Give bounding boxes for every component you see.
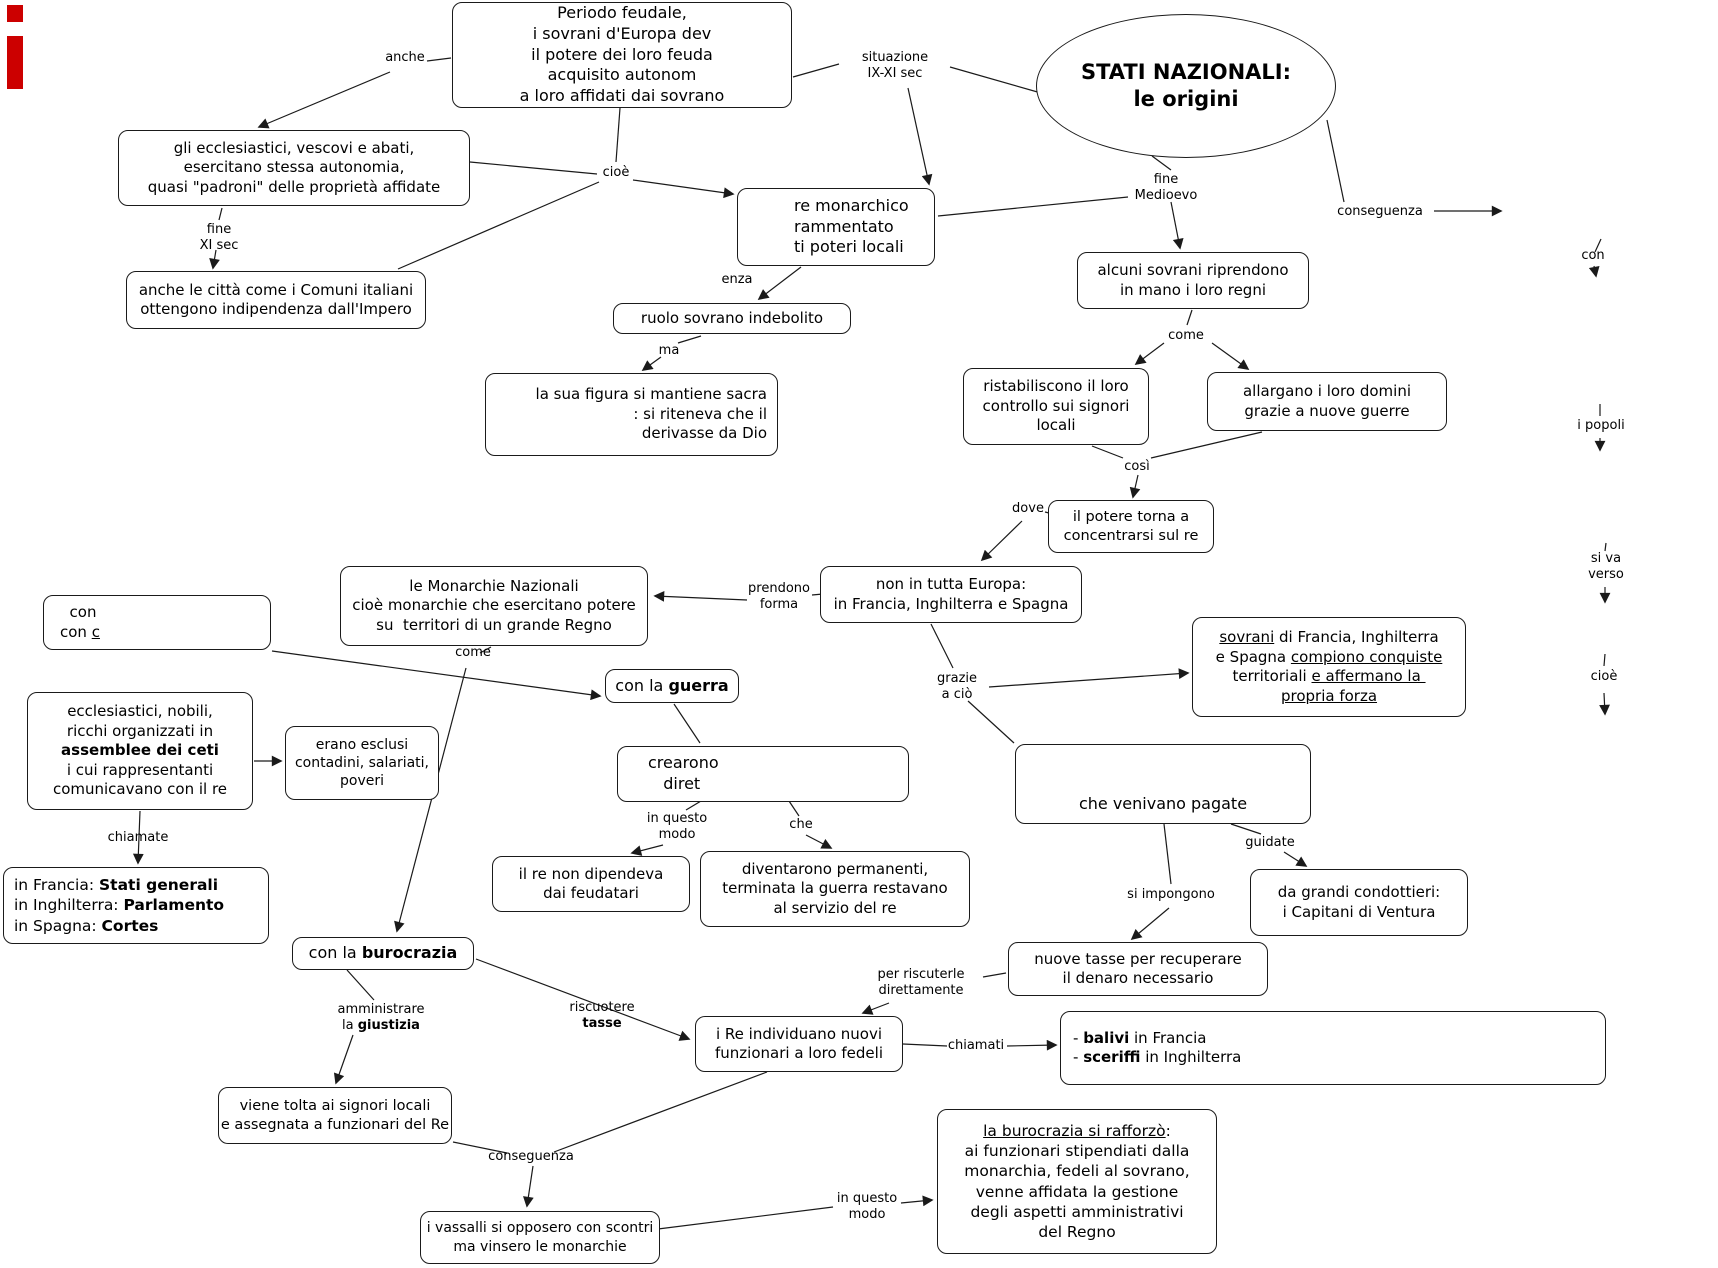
text-line: modo <box>848 1206 886 1222</box>
text-line: STATI NAZIONALI: <box>1080 59 1292 84</box>
link-label-con-right <box>1581 248 1604 264</box>
text-line: il potere dei loro feuda <box>531 44 713 64</box>
connector-line <box>863 1003 889 1013</box>
text-line: IX-XI sec <box>867 65 923 81</box>
text-line: si impongono <box>1127 887 1215 902</box>
node-re-individuano[interactable] <box>695 1016 903 1072</box>
connector-line <box>1007 1045 1056 1046</box>
text-line: re monarchico <box>794 195 909 215</box>
text-line: nuove tasse per recuperare <box>1034 949 1242 968</box>
text-line: terminata la guerra restavano <box>722 879 948 898</box>
connector-line <box>908 88 929 184</box>
text-line: riscuotere <box>569 1000 635 1015</box>
node-burocrazia-rafforzo[interactable] <box>937 1109 1217 1254</box>
text-line: contadini, salariati, <box>294 754 430 771</box>
link-label-in-questo-modo-mid <box>647 811 707 842</box>
node-crearono[interactable] <box>617 746 909 802</box>
connector-line <box>789 801 799 816</box>
text-line: derivasse da Dio <box>641 424 767 443</box>
text-line: allargano i loro domini <box>1242 382 1411 400</box>
text-line: chiamati <box>947 1038 1005 1053</box>
text-line: dove <box>1012 501 1044 516</box>
connector-line <box>901 1200 932 1203</box>
text-line: i cui rappresentanti <box>66 760 214 779</box>
node-allargano[interactable] <box>1207 372 1447 431</box>
connector-line <box>655 596 747 600</box>
text-line: come <box>1168 328 1204 343</box>
connector-line <box>1605 543 1606 551</box>
text-line: esercitano stessa autonomia, <box>183 158 405 177</box>
connector-line <box>1136 343 1164 364</box>
text-line: acquisito autonom <box>547 65 697 85</box>
connector-line <box>1327 120 1344 202</box>
text-line: anche le città come i Comuni italiani <box>138 280 414 299</box>
node-non-tutta-europa[interactable] <box>820 566 1082 623</box>
link-label-ma <box>659 343 680 359</box>
text-line: con <box>1581 248 1605 263</box>
text-line: in Francia, Inghilterra e Spagna <box>833 594 1069 613</box>
link-label-guidate <box>1245 835 1294 851</box>
node-ecclesiastici-vescovi[interactable] <box>118 130 470 206</box>
text-line: conseguenza <box>1337 204 1423 219</box>
text-line: propria forza <box>1280 686 1378 705</box>
node-con-con[interactable] <box>43 595 271 650</box>
text-line: cioè <box>602 165 630 180</box>
connector-line <box>633 180 733 194</box>
text-line: grazie <box>937 671 977 686</box>
text-line: anche <box>385 50 425 65</box>
node-che-venivano-pagate[interactable] <box>1015 744 1311 824</box>
text-line: per riscuterle <box>877 967 965 982</box>
connector-line <box>1604 693 1605 714</box>
node-re-non-dipendeva[interactable] <box>492 856 690 912</box>
link-label-fine-xi-sec <box>200 222 239 253</box>
link-label-conseguenza-right <box>1337 204 1423 220</box>
link-label-cioe-top <box>603 165 630 181</box>
text-line: situazione <box>861 50 929 65</box>
text-line: in Spagna: Cortes <box>14 916 159 935</box>
text-line: la sua figura si mantiene sacra <box>535 385 767 404</box>
text-line: sovrani di Francia, Inghilterra <box>1219 628 1439 646</box>
text-line: quasi "padroni" delle proprietà affidate <box>147 177 441 196</box>
text-line: forma <box>759 596 799 612</box>
text-line: al servizio del re <box>773 898 897 917</box>
text-line: prendono <box>748 581 810 596</box>
connector-line <box>347 970 374 1000</box>
text-line: Periodo feudale, <box>557 3 687 22</box>
node-sovrani-compiono[interactable] <box>1192 617 1466 717</box>
text-line: così <box>1124 459 1150 474</box>
connector-line <box>336 1035 353 1083</box>
text-line: dai feudatari <box>543 884 639 902</box>
node-da-grandi-condottieri[interactable] <box>1250 869 1468 936</box>
connector-line <box>658 1207 833 1229</box>
text-line: in Inghilterra: Parlamento <box>14 896 225 915</box>
text-line: cioè <box>1590 669 1618 684</box>
text-line: come <box>455 645 491 660</box>
connector-line <box>1231 824 1261 834</box>
link-label-dove <box>1012 501 1044 517</box>
link-label-amministrare-giustizia <box>338 1002 425 1033</box>
node-nuove-tasse[interactable] <box>1008 942 1268 996</box>
text-line: ruolo sovrano indebolito <box>640 308 824 327</box>
link-label-i-popoli <box>1577 418 1624 434</box>
node-ruolo-sovrano[interactable] <box>613 303 851 334</box>
text-line: con la burocrazia <box>308 943 458 963</box>
text-line: - sceriffi in Inghilterra <box>1073 1048 1242 1066</box>
decoration-red-mark-top <box>7 5 23 22</box>
text-line: fine <box>206 222 232 237</box>
text-line: tasse <box>582 1015 622 1031</box>
node-diventarono-permanenti[interactable] <box>700 851 970 927</box>
connector-line <box>686 801 701 810</box>
text-line: la giustizia <box>342 1017 420 1033</box>
node-alcuni-sovrani[interactable] <box>1077 252 1309 309</box>
connector-line <box>259 72 390 127</box>
node-vassalli[interactable] <box>420 1211 660 1264</box>
text-line: e assegnata a funzionari del Re <box>220 1116 450 1133</box>
text-line: poveri <box>340 773 384 790</box>
text-line: che venivano pagate <box>1078 794 1248 814</box>
connector-line <box>219 208 222 220</box>
link-label-situazione-ix-xi <box>862 50 928 81</box>
connector-line <box>759 267 801 299</box>
connector-line <box>632 845 663 853</box>
connector-line <box>1152 156 1171 170</box>
text-line: crearono <box>648 753 719 773</box>
text-line: ristabiliscono il loro <box>983 377 1129 396</box>
node-con-la-burocrazia[interactable] <box>292 937 474 970</box>
connector-line <box>427 58 451 61</box>
connector-line <box>1092 446 1123 458</box>
link-label-chiamati <box>948 1038 1004 1054</box>
text-line: monarchia, fedeli al sovrano, <box>964 1162 1190 1181</box>
connector-line <box>1212 343 1248 369</box>
node-stati-nazionali[interactable] <box>1036 14 1336 158</box>
text-line: - balivi in Francia <box>1073 1028 1207 1047</box>
connector-line <box>1604 654 1605 666</box>
text-line: i sovrani d'Europa dev <box>532 23 712 43</box>
connector-line <box>272 651 600 696</box>
connector-line <box>968 701 1014 743</box>
connector-line <box>1151 432 1262 458</box>
connector-line <box>793 64 839 77</box>
node-assemblee-nomi[interactable] <box>3 867 269 944</box>
node-comuni-italiani[interactable] <box>126 271 426 329</box>
node-erano-esclusi[interactable] <box>285 726 439 800</box>
text-line: ai funzionari stipendiati dalla <box>964 1142 1190 1161</box>
text-line: in Francia: Stati generali <box>14 876 219 895</box>
connector-line <box>903 1044 947 1046</box>
text-line: venne affidata la gestione <box>975 1182 1179 1201</box>
node-potere-monarchico[interactable] <box>737 188 935 266</box>
text-line: da grandi condottieri: <box>1277 883 1441 901</box>
text-line: a loro affidati dai sovrano <box>519 86 725 106</box>
text-line: amministrare <box>337 1002 425 1017</box>
text-line: diventarono permanenti, <box>741 859 929 878</box>
text-line: assemblee dei ceti <box>61 741 219 760</box>
node-con-la-guerra[interactable] <box>605 669 739 703</box>
text-line: conseguenza <box>488 1149 574 1164</box>
text-line: i Re individuano nuovi <box>716 1024 882 1043</box>
link-label-cioe-right <box>1591 669 1618 685</box>
text-line: con la guerra <box>615 675 729 695</box>
text-line: che <box>789 817 813 832</box>
text-line: Medioevo <box>1134 187 1198 203</box>
node-balivi-sceriffi[interactable] <box>1060 1011 1606 1085</box>
text-line: enza <box>721 272 753 287</box>
link-label-riscuotere-tasse <box>569 1000 634 1031</box>
text-line: in questo <box>646 811 708 826</box>
node-periodo-feudale[interactable] <box>452 2 792 108</box>
text-line: erano esclusi <box>315 736 409 753</box>
text-line: XI sec <box>199 237 239 253</box>
node-potere-torna[interactable] <box>1048 500 1214 553</box>
text-line: non in tutta Europa: <box>875 575 1027 593</box>
text-line: in questo <box>836 1191 898 1206</box>
text-line: le Monarchie Nazionali <box>409 576 579 595</box>
text-line: chiamate <box>107 830 169 845</box>
text-line: il re non dipendeva <box>518 864 664 883</box>
connector-line <box>643 357 661 370</box>
link-label-grazie-a-cio <box>937 671 977 702</box>
connector-line <box>983 973 1006 977</box>
connector-line <box>989 673 1188 687</box>
text-line: concentrarsi sul re <box>1063 527 1199 544</box>
connector-line <box>982 521 1022 560</box>
link-label-chiamate <box>108 830 169 846</box>
text-line: i vassalli si opposero con scontri <box>426 1220 654 1237</box>
text-line: ottengono indipendenza dall'Impero <box>140 300 412 318</box>
connector-line <box>950 67 1041 93</box>
connector-line <box>806 835 831 848</box>
text-line: ecclesiastici, nobili, <box>67 702 213 721</box>
text-line: ricchi organizzati in <box>66 721 214 740</box>
link-label-si-impongono <box>1127 887 1215 903</box>
text-line: su territori di un grande Regno <box>376 615 612 634</box>
connector-line <box>527 1166 533 1206</box>
node-ristabiliscono[interactable] <box>963 368 1149 445</box>
connector-line <box>1594 266 1596 276</box>
text-line: guidate <box>1245 835 1295 850</box>
connector-line <box>678 336 701 343</box>
text-line: diret <box>648 774 701 793</box>
node-viene-tolta[interactable] <box>218 1087 452 1144</box>
text-line: viene tolta ai signori locali <box>239 1097 431 1114</box>
link-label-si-va-verso <box>1588 551 1624 582</box>
text-line: ma vinsero le monarchie <box>453 1238 627 1255</box>
text-line: le origini <box>1133 87 1239 111</box>
text-line: ti poteri locali <box>794 237 904 257</box>
link-label-conseguenza-bottom <box>488 1149 574 1165</box>
link-label-enza <box>721 272 752 288</box>
text-line: territoriali e affermano la <box>1232 667 1426 685</box>
text-line: gli ecclesiastici, vescovi e abati, <box>173 138 415 157</box>
text-line: degli aspetti amministrativi <box>970 1202 1184 1221</box>
connector-line <box>674 704 700 743</box>
text-line: controllo sui signori <box>982 396 1130 415</box>
connector-line <box>1132 908 1169 939</box>
link-label-come-mid <box>455 645 491 661</box>
text-line: i Capitani di Ventura <box>1282 902 1436 921</box>
link-label-che-mid <box>789 817 812 833</box>
text-line: funzionari a loro fedeli <box>715 1044 883 1062</box>
text-line: il denaro necessario <box>1062 969 1214 987</box>
text-line: alcuni sovrani riprendono <box>1097 261 1289 279</box>
node-figura-sacra[interactable] <box>485 373 778 456</box>
link-label-come-top <box>1168 328 1204 344</box>
node-ecclesiastici-nobili[interactable] <box>27 692 253 810</box>
link-label-anche <box>385 50 425 66</box>
connector-line <box>616 108 620 162</box>
link-label-cosi <box>1124 459 1150 475</box>
text-line: ma <box>658 343 680 358</box>
text-line: in mano i loro regni <box>1119 280 1267 299</box>
text-line: la burocrazia si rafforzò: <box>983 1122 1171 1141</box>
text-line: cioè monarchie che esercitano potere <box>352 596 636 615</box>
connector-line <box>470 162 597 174</box>
connector-line <box>931 624 953 668</box>
text-line: del Regno <box>1038 1222 1116 1241</box>
link-label-fine-medioevo <box>1135 172 1198 203</box>
connector-line <box>554 1072 767 1152</box>
text-line: grazie a nuove guerre <box>1244 401 1410 420</box>
text-line: i popoli <box>1577 418 1625 433</box>
node-monarchie-nazionali[interactable] <box>340 566 648 646</box>
text-line: si va <box>1590 551 1622 566</box>
connector-line <box>1133 475 1138 497</box>
text-line: a ciò <box>941 686 973 702</box>
text-line: locali <box>1036 416 1076 435</box>
text-line: il potere torna a <box>1072 508 1190 525</box>
text-line: con c <box>60 622 100 641</box>
text-line: comunicavano con il re <box>52 780 228 799</box>
text-line: rammentato <box>794 216 894 236</box>
connector-line <box>1187 310 1192 325</box>
connector-line <box>1171 202 1180 248</box>
link-label-in-questo-modo-bottom <box>837 1191 897 1222</box>
text-line: modo <box>658 826 696 842</box>
connector-line <box>1284 852 1306 866</box>
decoration-red-mark-bar <box>7 36 23 89</box>
link-label-per-riscuterle <box>878 967 965 998</box>
text-line: direttamente <box>878 982 964 998</box>
text-line: con <box>60 603 97 621</box>
text-line: fine <box>1153 172 1179 187</box>
link-label-prendono-forma <box>748 581 810 612</box>
text-line: e Spagna compiono conquiste <box>1215 647 1443 666</box>
text-line: : si riteneva che il <box>633 404 767 423</box>
connector-line <box>1164 824 1171 884</box>
text-line: verso <box>1588 566 1624 582</box>
connector-line <box>938 197 1128 216</box>
